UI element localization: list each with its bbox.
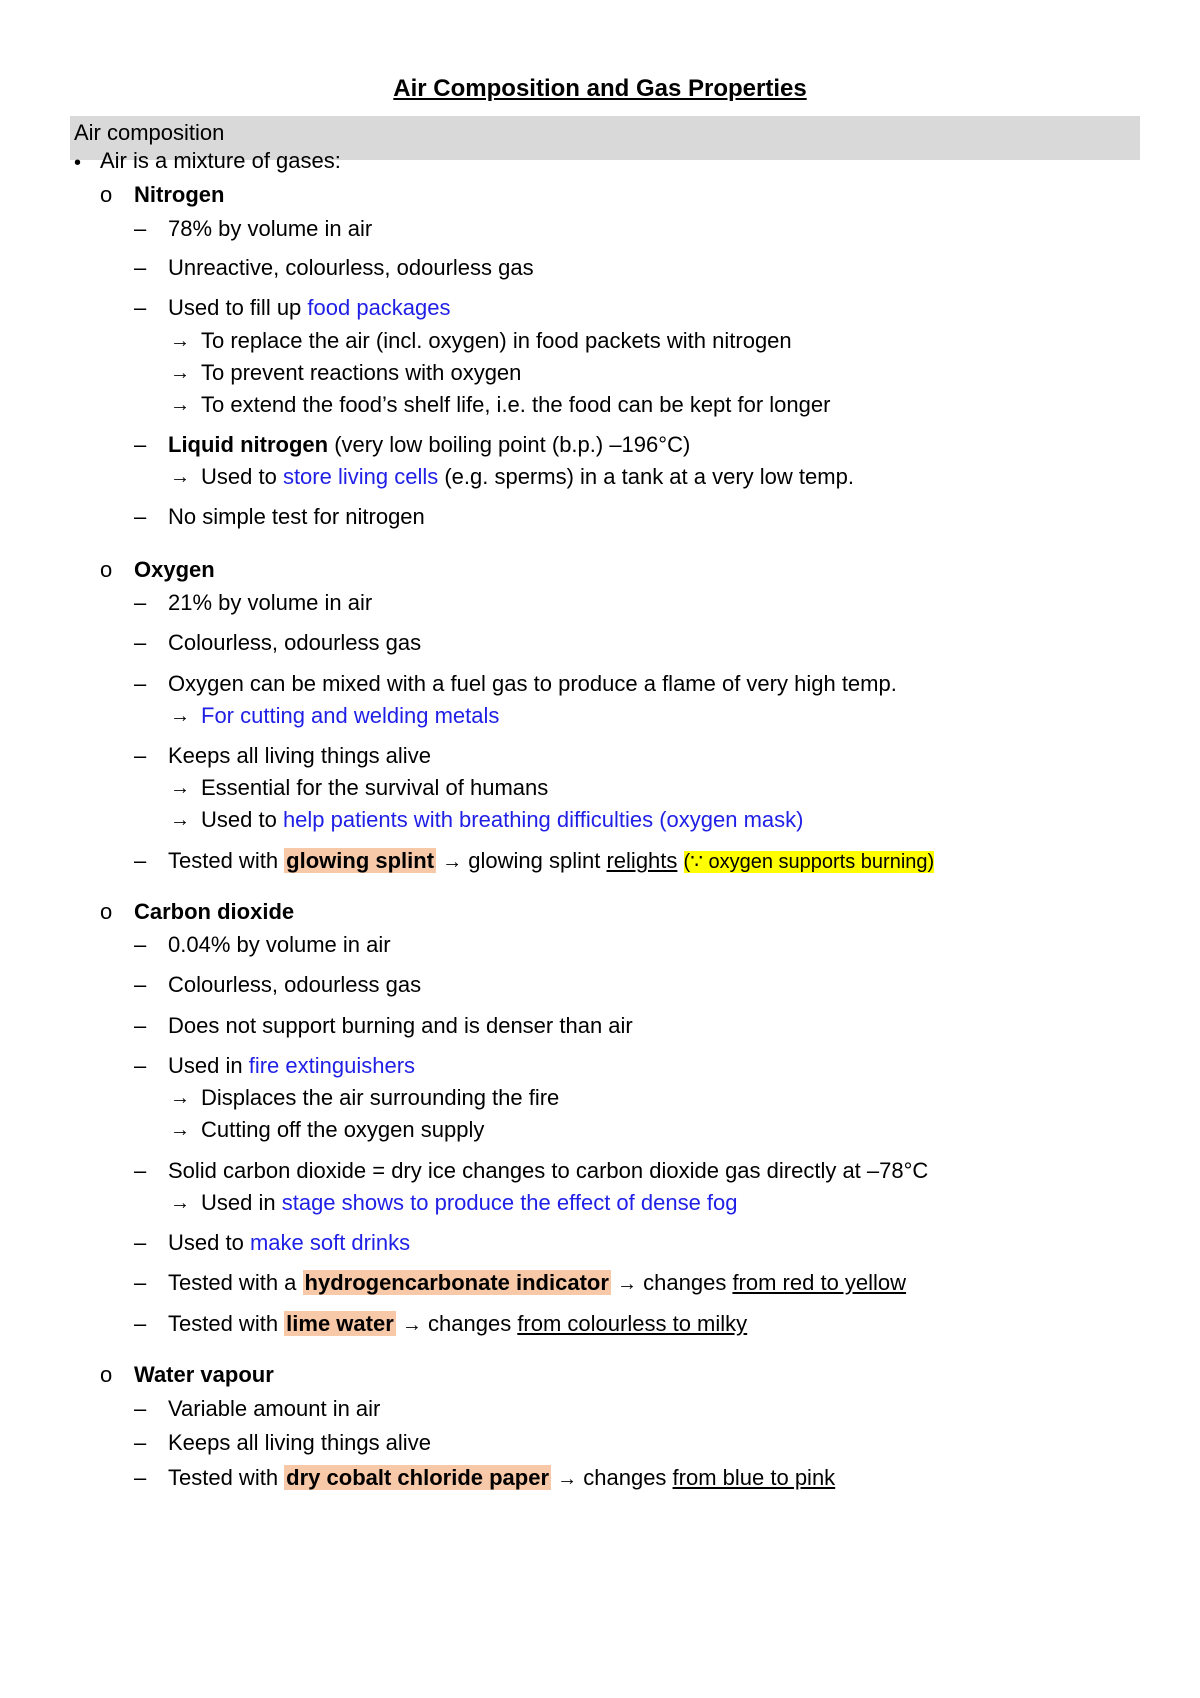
blue-highlight: store living cells bbox=[282, 464, 439, 489]
dash-marker: – bbox=[134, 932, 147, 957]
dash-marker: – bbox=[134, 848, 147, 873]
line-text: Used to fill up bbox=[168, 295, 308, 320]
arrow-icon: → bbox=[442, 851, 463, 873]
line-text: Used in bbox=[201, 1190, 282, 1215]
co2-sub-line: Cutting off the oxygen supply bbox=[201, 1117, 485, 1142]
oxygen-sub-line bbox=[201, 805, 803, 835]
co2-line bbox=[168, 1228, 410, 1258]
dash-marker: – bbox=[134, 743, 147, 768]
arrow-icon: → bbox=[170, 777, 190, 799]
test-result: relights bbox=[606, 848, 678, 873]
sub-bullet-marker: o bbox=[100, 1362, 113, 1387]
dash-marker: – bbox=[134, 1158, 147, 1183]
arrow-icon: → bbox=[401, 1314, 422, 1336]
arrow-icon: → bbox=[170, 1192, 190, 1214]
nitrogen-sub-line: To prevent reactions with oxygen bbox=[201, 360, 522, 385]
arrow-icon: → bbox=[170, 466, 190, 488]
arrow-icon: → bbox=[170, 1087, 190, 1109]
sub-bullet-marker: o bbox=[100, 557, 113, 582]
arrow-icon: → bbox=[170, 705, 190, 727]
co2-heading: Carbon dioxide bbox=[134, 899, 295, 924]
oxygen-line: Colourless, odourless gas bbox=[168, 630, 422, 655]
line-text: Tested with a bbox=[168, 1270, 303, 1295]
dash-marker: – bbox=[134, 1430, 147, 1455]
dash-marker: – bbox=[134, 504, 147, 529]
nitrogen-sub-line bbox=[201, 462, 854, 492]
nitrogen-sub-line: To replace the air (incl. oxygen) in food packets with nitrogen bbox=[201, 328, 792, 353]
line-text: (e.g. sperms) in a tank at a very low temp. bbox=[438, 464, 854, 489]
nitrogen-line: Unreactive, colourless, odourless gas bbox=[168, 255, 534, 280]
bullet-marker: • bbox=[74, 152, 82, 174]
co2-line: Colourless, odourless gas bbox=[168, 972, 422, 997]
dash-marker: – bbox=[134, 590, 147, 615]
dash-marker: – bbox=[134, 1230, 147, 1255]
dash-marker: – bbox=[134, 1053, 147, 1078]
intro-text: Air is a mixture of gases: bbox=[100, 148, 341, 173]
bold-term: Liquid nitrogen bbox=[168, 432, 329, 457]
line-text: (very low boiling point (b.p.) –196°C) bbox=[328, 432, 691, 457]
blue-highlight: help patients with breathing difficulties (oxygen mask) bbox=[282, 807, 804, 832]
line-text: Used to bbox=[201, 464, 283, 489]
co2-line: Solid carbon dioxide = dry ice changes to carbon dioxide gas directly at –78°C bbox=[168, 1158, 929, 1183]
co2-test-line bbox=[168, 1268, 906, 1299]
co2-line: 0.04% by volume in air bbox=[168, 932, 391, 957]
arrow-icon: → bbox=[170, 809, 190, 831]
test-result: from blue to pink bbox=[672, 1465, 836, 1490]
dash-marker: – bbox=[134, 255, 147, 280]
nitrogen-line bbox=[168, 293, 451, 323]
co2-test-line bbox=[168, 1309, 747, 1340]
line-text: changes bbox=[637, 1270, 733, 1295]
co2-line bbox=[168, 1051, 415, 1081]
test-reagent-highlight: glowing splint bbox=[286, 848, 435, 873]
co2-sub-line bbox=[201, 1188, 738, 1218]
line-text: Tested with bbox=[168, 1311, 285, 1336]
co2-line: Does not support burning and is denser than air bbox=[168, 1013, 633, 1038]
sub-bullet-marker: o bbox=[100, 899, 113, 924]
nitrogen-line: 78% by volume in air bbox=[168, 216, 373, 241]
dash-marker: – bbox=[134, 1311, 147, 1336]
oxygen-line: Oxygen can be mixed with a fuel gas to produce a flame of very high temp. bbox=[168, 671, 897, 696]
blue-highlight: make soft drinks bbox=[249, 1230, 411, 1255]
blue-highlight: stage shows to produce the effect of dense fog bbox=[281, 1190, 738, 1215]
oxygen-line: 21% by volume in air bbox=[168, 590, 373, 615]
blue-highlight: fire extinguishers bbox=[248, 1053, 416, 1078]
section-title: Air composition bbox=[74, 120, 225, 145]
blue-highlight: food packages bbox=[307, 295, 451, 320]
arrow-icon: → bbox=[557, 1468, 578, 1490]
nitrogen-sub-line: To extend the food’s shelf life, i.e. the food can be kept for longer bbox=[201, 392, 831, 417]
test-reagent-highlight: dry cobalt chloride paper bbox=[286, 1465, 550, 1490]
arrow-icon: → bbox=[617, 1273, 638, 1295]
dash-marker: – bbox=[134, 1270, 147, 1295]
dash-marker: – bbox=[134, 295, 147, 320]
arrow-icon: → bbox=[170, 362, 190, 384]
page-title: Air Composition and Gas Properties bbox=[393, 75, 807, 102]
line-text: changes bbox=[577, 1465, 673, 1490]
test-result: from colourless to milky bbox=[517, 1311, 748, 1336]
test-reagent-highlight: hydrogencarbonate indicator bbox=[304, 1270, 609, 1295]
sub-bullet-marker: o bbox=[100, 182, 113, 207]
oxygen-heading: Oxygen bbox=[134, 557, 215, 582]
line-text: Used to bbox=[168, 1230, 250, 1255]
line-text: glowing splint bbox=[462, 848, 607, 873]
arrow-icon: → bbox=[170, 394, 190, 416]
line-text: changes bbox=[421, 1311, 518, 1336]
dash-marker: – bbox=[134, 972, 147, 997]
oxygen-sub-line: Essential for the survival of humans bbox=[201, 775, 549, 800]
dash-marker: – bbox=[134, 1465, 147, 1490]
arrow-icon: → bbox=[170, 1119, 190, 1141]
dash-marker: – bbox=[134, 630, 147, 655]
test-reagent-highlight: lime water bbox=[286, 1311, 394, 1336]
line-text: Tested with bbox=[168, 1465, 285, 1490]
water-line: Keeps all living things alive bbox=[168, 1430, 431, 1455]
test-result: from red to yellow bbox=[732, 1270, 907, 1295]
arrow-icon: → bbox=[170, 330, 190, 352]
dash-marker: – bbox=[134, 1013, 147, 1038]
co2-sub-line: Displaces the air surrounding the fire bbox=[201, 1085, 560, 1110]
dash-marker: – bbox=[134, 432, 147, 457]
water-test-line bbox=[168, 1463, 835, 1494]
oxygen-test-line bbox=[168, 846, 934, 877]
nitrogen-line: No simple test for nitrogen bbox=[168, 504, 425, 529]
water-heading: Water vapour bbox=[134, 1362, 274, 1387]
dash-marker: – bbox=[134, 1396, 147, 1421]
oxygen-sub-line: For cutting and welding metals bbox=[201, 703, 500, 728]
line-text: Used in bbox=[168, 1053, 249, 1078]
water-line: Variable amount in air bbox=[168, 1396, 381, 1421]
oxygen-line: Keeps all living things alive bbox=[168, 743, 431, 768]
line-text: Used to bbox=[201, 807, 283, 832]
dash-marker: – bbox=[134, 671, 147, 696]
line-text: Tested with bbox=[168, 848, 285, 873]
nitrogen-heading: Nitrogen bbox=[134, 182, 225, 207]
nitrogen-line bbox=[168, 430, 690, 460]
dash-marker: – bbox=[134, 216, 147, 241]
yellow-highlight-note: (∵ oxygen supports burning) bbox=[683, 851, 935, 873]
